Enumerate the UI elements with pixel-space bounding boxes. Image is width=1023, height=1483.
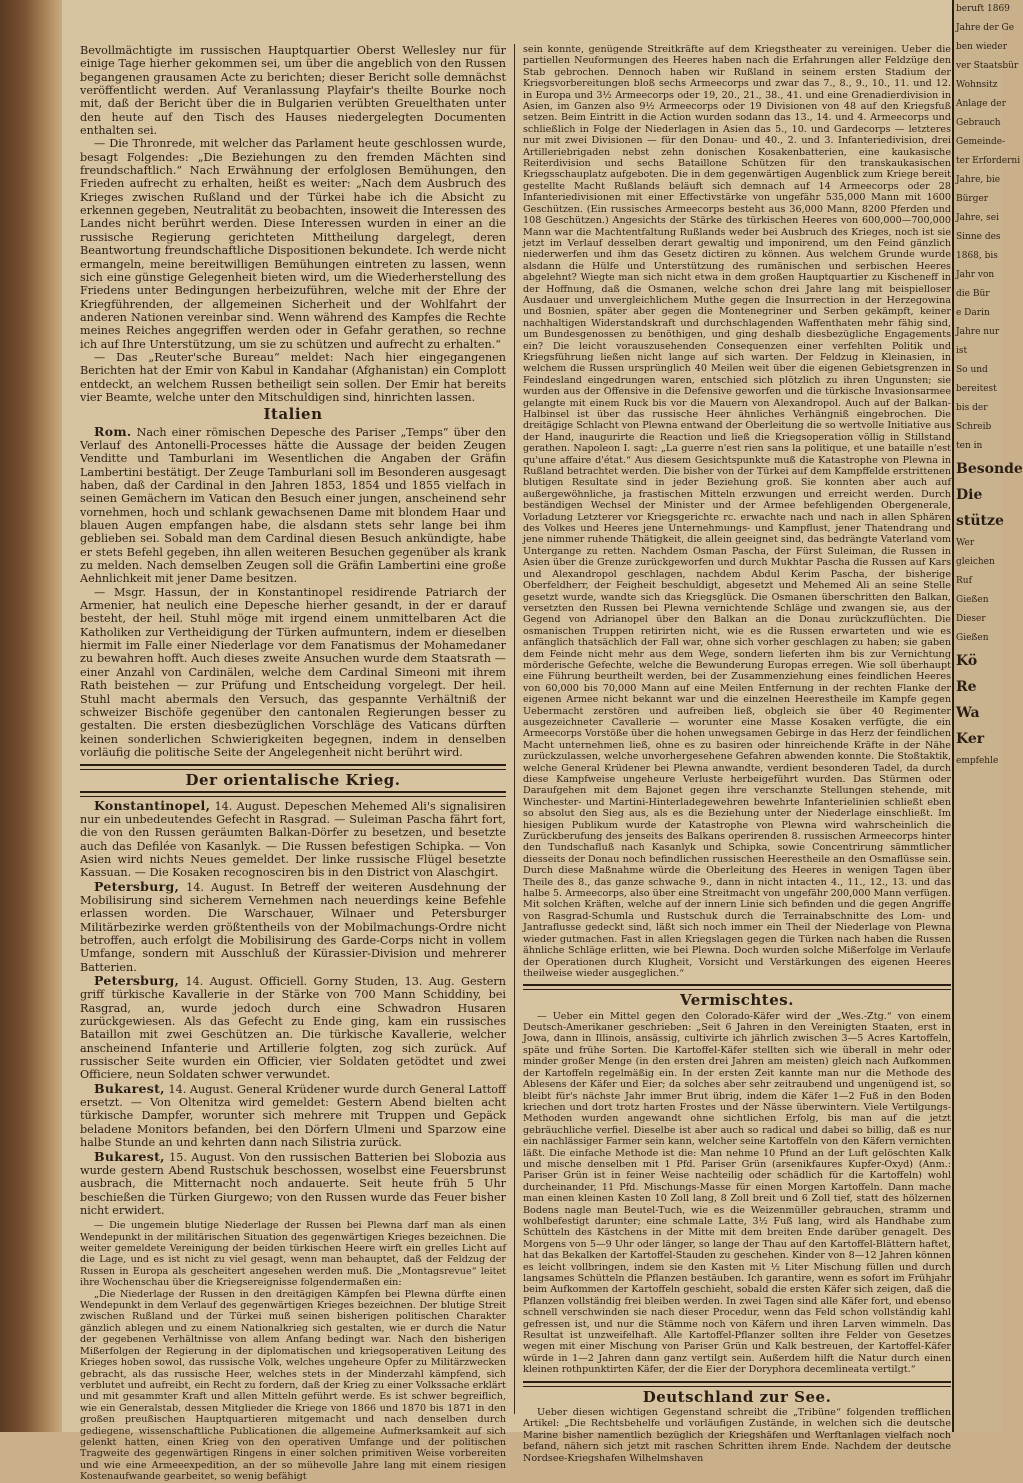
fragment-text: ter Erforderni xyxy=(956,156,1021,166)
middle-column xyxy=(523,44,951,1464)
divider xyxy=(523,984,951,990)
dateline-place: Petersburg, xyxy=(94,973,180,989)
dispatch xyxy=(80,880,506,974)
fragment-text: Bürger xyxy=(956,194,989,204)
fragment-text: stütze xyxy=(956,513,1004,529)
fragment-text: gleichen xyxy=(956,557,995,567)
article-paragraph: Ueber diesen wichtigen Gegenstand schreibt die „Tribüne“ folgenden trefflichen Artikel: „Die Rechtsbehelfe und vorläufigen Zustände, in welchen sich die deutsche Marine bisher namentlich bezüglich der Kriegshäfen und Werftanlagen vielfach noch befand, nähern sich jetzt mit raschen Schritten ihrem Ende. Nachdem der deutsche Nordsee-Kriegshafen Wilhelmshaven xyxy=(523,1407,951,1464)
divider xyxy=(523,1381,951,1387)
fragment-text: die Bür xyxy=(956,289,990,299)
fragment-text: Dieser xyxy=(956,614,986,624)
fragment-text: bereitest xyxy=(956,384,997,394)
article-paragraph: — Msgr. Hassun, der in Konstantinopel residirende Patriarch der Armenier, hat neulich eine Depesche hierher gesandt, in der er darauf besteht, der heil. Stuhl möge mit irgend einem unmittelbaren Act die Katholiken zur Vertheidigung der Türken aufmuntern, indem er dieselben hiermit im Falle einer Niederlage vor dem Fanatismus der Mohamedaner zu bewahren hofft. Auch dieses zweite Ansuchen wurde dem Staatsrath — einer Anzahl von Cardinälen, welche dem Cardinal Simeoni mit ihrem Rath beistehen — zur Prüfung und Entscheidung vorgelegt. Der heil. Stuhl macht abermals den Versuch, das gespannte Verhältniß der schweizer Bischöfe gegenüber den cantonalen Regierungen besser zu gestalten. Die ersten diesbezüglichen Vorschläge des Vaticans dürften keinen sonderlichen Schwierigkeiten begegnen, indem in denselben vorläufig die politische Seite der Angelegenheit nicht berührt wird. xyxy=(80,585,506,759)
column-rule xyxy=(514,44,515,1414)
divider xyxy=(80,764,506,770)
fragment-text: beruft 1869 xyxy=(956,4,1010,14)
fragment-text: Jahre, bie xyxy=(956,175,1001,185)
fragment-text: bis der xyxy=(956,403,988,413)
dispatch xyxy=(80,1082,506,1150)
article-paragraph: — Ueber ein Mittel gegen den Colorado-Käfer wird der „Wes.-Ztg.“ von einem Deutsch-Amerikaner geschrieben: „Seit 6 Jahren in den Vereinigten Staaten, erst in Jowa, dann in Illinois, ansässig, cultivirte ich jährlich zwischen 3—5 Acres Kartoffeln, späte und frühe Sorten. Die Kartoffel-Käfer stellten sich wie überall in mehr oder minder großer Menge (in den ersten drei Jahren am meisten) gleich nach Aufkommen der Kartoffeln regelmäßig ein. In der ersten Zeit kannte man nur die Methode des Ablesens der Käfer und Eier; da solches aber sehr zeitraubend und ungenügend ist, so bleibt für's nächste Jahr immer Brut übrig, indem die Käfer 1—2 Fuß in den Boden kriechen und dort trotz harten Frostes und der Nässe überwintern. Viele Vertilgungs-Methoden wurden angewandt ohne sichtlichen Erfolg, bis man auf die jetzt gebräuchliche verfiel. Dieselbe ist aber auch so radical und dabei so billig, daß es nur ein nachlässiger Farmer sein kann, welcher seine Kartoffeln von den Käfern vernichten läßt. Die einfache Methode ist die: Man nehme 10 Pfund an der Luft gelöschten Kalk und mische denselben mit 1 Pfd. Pariser Grün (arsenikfaures Kupfer-Oxyd) (Anm.: Pariser Grün ist in feiner Weise nachteilig oder schädlich für die Kartoffeln) wohl durcheinander, 11 Pfd. Mischungs-Masse für einen Morgen Kartoffeln. Dann mache man einen kleinen Kasten 10 Zoll lang, 8 Zoll breit und 6 Zoll tief, statt des hölzernen Bodens nagle man Beutel-Tuch, wie es die Weizenmüller gebrauchen, stramm und wohlbefestigt darunter; eine schmale Latte, 3½ Fuß lang, wird als Handhabe zum Schütteln des Kästchens in der Mitte mit dem breiten Ende darüber genagelt. Des Morgens von 5—9 Uhr oder länger, so lange der Thau auf den Kartoffel-Blättern haftet, hat das Bekalken der Kartoffel-Stauden zu geschehen. Kinder von 8—12 Jahren können es leicht vollbringen, indem sie den Kasten mit ½ Liter Mischung füllen und durch langsames Schütteln die Pflanzen bestäuben. Ich garantire, wenn es sofort im Frühjahr beim Aufkommen der Kartoffeln geschieht, sobald die ersten Käfer sich zeigen, daß die Pflanzen vollständig frei bleiben werden. In zwei Tagen sind alle Käfer fort, und ebenso schnell verschwinden sie nach dieser Procedur, wenn das Feld schon vollständig kahl gefressen ist, und nur die Stämme noch von Käfern und ihren Larven wimmeln. Das Resultat ist unzweifelhaft. Alle Kartoffel-Pflanzer sollten ihre Felder von Gesetzes wegen mit einer Mischung von Pariser Grün und Kalk bestreuen, der Kartoffel-Käfer würde in 1—2 Jahren dann ganz vertilgt sein. Außerdem hilft die Natur durch einen kleinen rothpunktirten Käfer, der die Eier der Doryphora decemlineata vertilgt.“ xyxy=(523,1010,951,1376)
article-text: Nach einer römischen Depesche des Pariser „Temps“ über den Verlauf des Antonelli-Processes hätte die Aussage der beiden Zeugen Venditte und Tamburlani im Wesentlichen die Angaben der Gräfin Lambertini bestätigt. Der Zeuge Tamburlani soll im Besonderen ausgesagt haben, daß der Cardinal in den Jahren 1853, 1854 und 1855 vielfach in seinen Gemächern im Vatican den Besuch einer jungen, anscheinend sehr vornehmen, hoch und schlank gewachsenen Dame mit blondem Haar und blauen Augen empfangen habe, die alsdann stets sehr lange bei ihm geblieben sei. Sobald man dem Cardinal diesen Besuch ankündigte, habe er stets Befehl gegeben, ihn allen weiteren Besuchen gegenüber als krank zu melden. Nach demselben Zeugen soll die Gräfin Lambertini eine große Aehnlichkeit mit jener Dame besitzen. xyxy=(80,425,506,586)
fragment-text: Jahre der Ge xyxy=(956,23,1015,33)
fragment-text: Kö xyxy=(956,653,978,669)
fragment-text: Schreib xyxy=(956,422,992,432)
fragment-text: Die xyxy=(956,487,983,503)
dateline-place: Konstantinopel, xyxy=(94,797,211,813)
fragment-text: ver Staatsbür xyxy=(956,61,1019,71)
fragment-text: 1868, bis xyxy=(956,251,998,261)
fragment-text: Jahre nur xyxy=(956,327,1000,337)
fragment-text: Gemeinde- xyxy=(956,137,1006,147)
article-text: 14. August. General Krüdener wurde durch General Lattoff ersetzt. — Von Oltenitza wird gemeldet: Gestern Abend bielten acht türkische Dampfer, worunter sich mehrere mit Truppen und Gepäck beladene Monitors befanden, bei den Dörfern Ulmeni und Sparzow eine halbe Stunde an und kehrten dann nach Silistria zurück. xyxy=(80,1082,506,1150)
fragment-text: ben wieder xyxy=(956,42,1008,52)
commentary-paragraph: „Die Niederlage der Russen in den dreitägigen Kämpfen bei Plewna dürfte einen Wendepunkt in dem Verlauf des gegenwärtigen Krieges bezeichnen. Der blutige Streit zwischen Rußland und der Türkei muß seinen bisherigen politischen Charakter gänzlich ablegen und zu einem Nationalkrieg sich gestalten, wie er durch die Natur der gegebenen Verhältnisse von allem Anfang bedingt war. Nach den bisherigen Mißerfolgen der Regierung in der diplomatischen und kriegsoperativen Leitung des Krieges hoben sowol, das russische Volk, welches ungeheure Opfer zu Militärzwecken gebracht, als das russische Heer, welches stets in der Minderzahl kämpfend, sich verblutet und aufreibt, ein Recht zu fordern, daß der Krieg zu einer Volkssache erklärt und mit gesammter Kraft und allen Mitteln geführt werde. Es ist schwer begreiflich, wie ein Generalstab, dessen Mitglieder die Kriege von 1866 und 1870 bis 1871 in den großen preußischen Hauptquartieren mitgemacht und nach denselben durch gediegene, wissenschaftliche Publicationen die allgemeine Aufmerksamkeit auf sich gelenkt hatten, einen Krieg von den operativen Umfange und der politischen Tragweite des gegenwärtigen Ringens in einer solchen primitiven Weise vorbereiten und wie eine Armeeexpedition, an der so mühevolle Jahre lang mit einem riesigen Kostenaufwande gearbeitet, so wenig befähigt xyxy=(80,1288,506,1483)
dateline-place: Bukarest, xyxy=(94,1080,165,1096)
fragment-text: So und xyxy=(956,365,988,375)
article-paragraph-rom xyxy=(80,425,506,586)
fragment-text: Gebrauch xyxy=(956,118,1001,128)
section-heading-italien: Italien xyxy=(263,405,323,424)
section-heading-see: Deutschland zur See. xyxy=(642,1387,832,1406)
article-paragraph: — Das „Reuter'sche Bureau“ meldet: Nach hier eingegangenen Berichten hat der Emir von Kabul in Kandahar (Afghanistan) ein Complott entdeckt, an welchem Russen betheiligt sein sollen. Der Emir hat bereits vier Beamte, welche unter den Mitschuldigen sind, hinrichten lassen. xyxy=(80,350,506,404)
fragment-text: e Darin xyxy=(956,308,990,318)
fragment-text: ist xyxy=(956,346,968,356)
fragment-text: Jahre, sei xyxy=(956,213,999,223)
dispatch xyxy=(80,974,506,1082)
article-text: 14. August. Officiell. Gorny Studen, 13. Aug. Gestern griff türkische Kavallerie in der Stärke von 700 Mann Schiddiny, bei Rasgrad, an, wurde jedoch durch eine Schwadron Husaren zurückgewiesen. Als das Gefecht zu Ende ging, kam ein russisches Bataillon mit zwei Geschützen an. Die türkische Kavallerie, welcher anscheinend Infanterie und Artillerie folgten, zog sich zurück. Auf russischer Seite wurden ein Officier, vier Soldaten getödtet und zwei Officiere, neun Soldaten schwer verwundet. xyxy=(80,975,506,1082)
article-text: 15. August. Von den russischen Batterien bei Slobozia aus wurde gestern Abend Rustschuk beschossen, woselbst eine Feuersbrunst ausbrach, die Mitternacht noch andauerte. Seit heute früh 5 Uhr beschießen die Türken Giurgewo; von den Russen wurde das Feuer bisher nicht erwidert. xyxy=(80,1150,506,1217)
article-paragraph: Bevollmächtigte im russischen Hauptquartier Oberst Wellesley nur für einige Tage hierher gekommen sei, um über die angeblich von den Russen begangenen grausamen Acte zu berichten; dieser Bericht solle demnächst veröffentlicht werden. Auf Veranlassung Playfair's theilte Bourke noch mit, daß der Bericht über die in Bulgarien verübten Greuelthaten unter den heute auf den Tisch des Hauses niedergelegten Documenten enthalten sei. xyxy=(80,44,506,138)
dispatch xyxy=(80,799,506,880)
left-column xyxy=(80,44,506,1483)
fragment-text: Wer xyxy=(956,538,975,548)
fragment-text: Wa xyxy=(956,705,980,721)
fragment-text: Jahr von xyxy=(956,270,995,280)
fragment-text: Gießen xyxy=(956,633,989,643)
fragment-text: empfehle xyxy=(956,756,999,766)
book-binding-edge xyxy=(0,0,62,1432)
divider xyxy=(80,791,506,797)
dispatch xyxy=(80,1150,506,1218)
article-paragraph: — Die Thronrede, mit welcher das Parlament heute geschlossen wurde, besagt Folgendes: „Die Beziehungen zu den fremden Mächten sind freundschaftlich.“ Nach Erwähnung der erfolglosen Bemühungen, den Frieden aufrecht zu erhalten, heißt es weiter: „Nach dem Ausbruch des Krieges zwischen Rußland und der Türkei habe ich die Absicht zu erkennen gegeben, Neutralität zu beobachten, insoweit die Interessen des Landes nicht berührt werden. Diese Interessen wurden in einer an die russische Regierung gerichteten Mittheilung dargelegt, deren Beantwortung freundschaftliche Dispositionen bekundete. Ich werde nicht ermangeln, meine bereitwilligen Bemühungen eintreten zu lassen, wenn sich eine günstige Gelegenheit bieten wird, um die Wiederherstellung des Friedens unter Bedingungen herbeizuführen, welche mit der Ehre der Kriegführenden, der allgemeinen Sicherheit und der Wohlfahrt der anderen Nationen vereinbar sind. Wenn während des Kampfes die Rechte meines Reiches angegriffen werden oder in Gefahr gerathen, so rechne ich auf Ihre Unterstützung, um sie zu schützen und aufrecht zu erhalten.“ xyxy=(80,137,506,351)
adjacent-page-strip xyxy=(952,0,1023,1432)
fragment-text: Besonde xyxy=(956,461,1023,477)
dateline-place: Petersburg, xyxy=(94,878,180,894)
fragment-text: ten in xyxy=(956,441,983,451)
fragment-text: Gießen xyxy=(956,595,989,605)
fragment-text: Ker xyxy=(956,731,985,747)
commentary-paragraph: sein konnte, genügende Streitkräfte auf dem Kriegstheater zu vereinigen. Ueber die partiellen Neuformungen des Heeres haben nach die Erfahrungen aller Feldzüge den Stab gebrochen. Dennoch haben wir Rußland in seinem ersten Stadium der Kriegsvorbereitungen bloß sechs Armeecorps und zwar das 7., 8., 9., 10., 11. und 12. in Europa und 3½ Armeecorps oder 19, 20., 21., 38., 41. und eine Grenadierdivision in Asien, im Ganzen also 9½ Armeecorps oder 19 Divisionen von 48 auf den Kriegsfuß setzen. Beim Eintritt in die Action wurden sodann das 13., 14. und 4. Armeecorps und schließlich in Folge der Niederlagen in Asien das 5., 10. und Gardecorps — letzteres nur mit zwei Divisionen — für den Donau- und 40., 2. und 3. Infanteriedivision, drei Artilleriebrigaden nebst zehn donischen Kosakenbatterien, eine kaukasische Reiterdivision und sechs Bataillone Schützen für den transkaukasischen Kriegsschauplatz aufgeboten. Die in dem gegenwärtigen Augenblick zum Kriege bereit gestellte Macht Rußlands beläuft sich demnach auf 14 Armeecorps oder 28 Infanteriedivisionen mit einer Effectivstärke von ungefähr 535,000 Mann mit 1600 Geschützen. (Ein russisches Armeecorps besteht aus 36,000 Mann, 8200 Pferden und 108 Geschützen.) Angesichts der Stärke des türkischen Heeres von 600,000—700,000 Mann war die Machtentfaltung Rußlands weder bei Ausbruch des Krieges, noch ist sie jetzt im Verlauf desselben derart gewaltig und imponirend, um den Feind gänzlich niederwerfen und ihm das Gesetz dictiren zu können. Aus welchem Grunde wurde alsdann die Hülfe und Unterstützung des rumänischen und serbischen Heeres abgelehnt? Wiegte man sich nicht etwa in dem großen Hauptquartier zu Kischeneff in der Hoffnung, daß die Osmanen, welche schon drei Jahre lang mit beispielloser Ausdauer und unvergleichlichem Muthe gegen die Insurrection in der Herzegowina und Bosnien, später aber gegen die Montenegriner und Serben gekämpft, keiner nachhaltigen Widerstandskraft und durchschlagenden Waffenthaten mehr fähig sind, um Bundesgenossen zu benöthigen, und ging deshalb diesbezügliche Engagements ein? Die leicht vorauszusehenden Consequenzen einer verfehlten Politik und Kriegsführung ließen nicht lange auf sich warten. Der Feldzug in Kleinasien, in welchem die Russen ursprünglich 40 Meilen weit über die eigenen Gebietsgrenzen in Feindesland eingedrungen waren, entschied sich plötzlich zu ihren Ungunsten; sie wurden aus der Offensive in die Defensive geworfen und die türkische Invasionsarmee gelangte mit einem Ruck bis vor die Mauern von Alexandropol. Auch auf der Balkan-Halbinsel ist über das russische Heer ähnliches Verhängniß eingebrochen. Die dreitägige Schlacht von Plewna entwand der Oberleitung die so wertvolle Initiative aus der Hand, inaugurirte die Reaction und ließ die Kriegsoperation völlig in Stillstand gerathen. Napoleon I. sagt: „La guerre n'est rien sans la politique, et une bataille n'est qu'une affaire d'état.“ Aus diesem Gesichtspunkte muß die Katastrophe von Plewna in Rußland betrachtet werden. Die bisher von der Türkei auf dem Kampffelde erstrittenen blutigen Resultate sind in jeder Beziehung groß. Sie konnten aber auch auf außergewöhnliche, ja frastischen Mitteln erzwungen und erreicht werden. Durch beständigen Wechsel der Minister und der Armee befehligenden Obergenerale, Vorladung Letzterer vor Kriegsgerichte rc. erwachte nach und nach in allen Sphären des Volkes und Heeres jene Unternehmungs- und Kampflust, jener Thatendrang und jene nimmer ruhende Thätigkeit, die allein geeignet sind, das bedrängte Vaterland vom Untergange zu retten. Nachdem Osman Pascha, der Fürst Suleiman, die Russen in Asien über die Grenze zurückgeworfen und durch Mukhtar Pascha die Russen auf Kars und Alexandropol geschlagen, nachdem Abdul Kerim Pascha, der bisherige Oberfeldherr, der Feigheit beschuldigt, abgesetzt und Mehemed Ali an seine Stelle gesetzt wurde, wandte sich das Kriegsglück. Die Osmanen überschritten den Balkan, versetzten den Russen bei Plewna vernichtende Schläge und zwangen sie, aus der Gegend von Adrianopel über den Balkan an die Donau zurückzuflüchten. Die osmanischen Truppen retirirten nicht, wie es die Russen erwarteten und wie es anfänglich thatsächlich der Fall war, ohne sich vorher geschlagen zu haben; sie gaben dem Feinde nicht mehr aus dem Wege, sondern lieferten ihm bis zur Vernichtung mörderische Gefechte, welche die Bewunderung Europas erregen. Wie soll überhaupt eine Führung beurtheilt werden, bei der Zusammenziehung eines feindlichen Heeres von 60,000 bis 70,000 Mann auf eine Meilen Entfernung in der rechten Flanke der eigenen Armee nicht bekannt war und die einzelnen Heerestheile im Kampfe gegen Uebermacht zerstören und aufreiben ließ, obgleich sie über 40 Regimenter ausgezeichneter Cavallerie — worunter eine Masse Kosaken verfügte, die ein Armeecorps Vorstöße über die hohen unwegsamen Gebirge in das Herz der feindlichen Macht unternehmen ließ, ohne es zu basiren oder hinreichende Kräfte in der Nähe zurückzulassen, welche unvorhergesehene Gefahren abwenden konnte. Die Stoßtaktik, welche General Krüdener bei Plewna anwandte, verdient besonderen Tadel, da durch diese Kampfweise ungeheure Verluste herbeigeführt wurden. Das Stürmen oder Daraufgehen mit dem Bajonet gegen ihre verschanzte Stellungen stehende, mit Winchester- und Martini-Hinterladegewehren bewehrte Infanterielinien schließt eben so absolut den Sieg aus, als es die Beziehung unter der Niederlage einschließt. Im hiesigen Publikum wurde der Katastrophe von Plewna wird wahrscheinlich die Zurückberufung des jenseits des Balkans operirenden 8. russischen Armeecorps hinter den Tundschafluß nach Kasanlyk und Schipka, sowie Concentrirung sämmtlicher diesseits der Donau noch befindlichen russischen Heerestheile an den Osmaflüsse sein. Durch diese Maßnahme würde die Oberleitung des Heeres in wenigen Tagen über Theile des 8., das ganze schwache 9., dann in nicht intacten 4., 11., 12., 13. und das halbe 5. Armeecorps, also über eine Streitmacht von ungefähr 200,000 Mann verfügen. Mit solchen Kräften, welche auf der innern Linie sich befinden und die gegen Angriffe von Rasgrad-Schumla und Rustschuk durch die Terrainabschnitte des Lom- und Jantraflusse gedeckt sind, läßt sich noch immer ein Theil der Niederlage von Plewna wieder gutmachen. Fast in allen Kriegslagen gegen die Türken nach haben die Russen ähnliche Schläge erlitten, wie bei Plewna. Doch wurden solche Mißerfolge im Verlaufe der Operationen durch Klugheit, Vorsicht und Verstärkungen des eigenen Heeres theilweise wieder ausgeglichen.“ xyxy=(523,44,951,979)
article-text: 14. August. Depeschen Mehemed Ali's signalisiren nur ein unbedeutendes Gefecht in Rasgrad. — Suleiman Pascha fährt fort, die von den Russen geräumten Balkan-Dörfer zu besetzen, und besetzte auch das Defilée von Kasanlyk. — Die Russen befestigen Schipka. — Von Asien wird nichts Neues gemeldet. Der linke russische Flügel besetzte Kassuan. — Die Kosaken recognosciren bis in den District von Alaschgirt. xyxy=(80,799,506,880)
commentary-paragraph: — Die ungemein blutige Niederlage der Russen bei Plewna darf man als einen Wendepunkt in der militärischen Situation des gegenwärtigen Krieges bezeichnen. Die weiter gemeldete Vereinigung der beiden türkischen Heere wirft ein grelles Licht auf die Lage, und es ist nicht zu viel gesagt, wenn man behauptet, daß der Feldzug der Russen in Europa als gescheitert angesehen werden muß. Die „Montagsrevue“ leitet ihre Wochenschau über die Kriegsereignisse folgendermaßen ein: xyxy=(80,1220,506,1289)
section-heading-vermischtes: Vermischtes. xyxy=(680,991,794,1010)
dateline-place: Rom. xyxy=(94,423,132,439)
fragment-text: Sinne des xyxy=(956,232,1001,242)
fragment-text: Re xyxy=(956,679,977,695)
dateline-place: Bukarest, xyxy=(94,1148,165,1164)
section-heading-krieg: Der orientalische Krieg. xyxy=(185,771,401,790)
fragment-text: Wohnsitz xyxy=(956,80,998,90)
fragment-text: Ruf xyxy=(956,576,972,586)
article-text: 14. August. In Betreff der weiteren Ausdehnung der Mobilisirung sind sicherem Vernehmen nach neuerdings keine Befehle erlassen worden. Die Warschauer, Wilnaer und Petersburger Militärbezirke werden größtentheils von der Mobilmachungs-Ordre nicht betroffen, auch erfolgt die Mobilisirung des Garde-Corps nicht in vollem Umfange, sondern mit Ausschluß der Kürassier-Division und mehrerer Batterien. xyxy=(80,880,506,974)
fragment-text: Anlage der xyxy=(956,99,1006,109)
